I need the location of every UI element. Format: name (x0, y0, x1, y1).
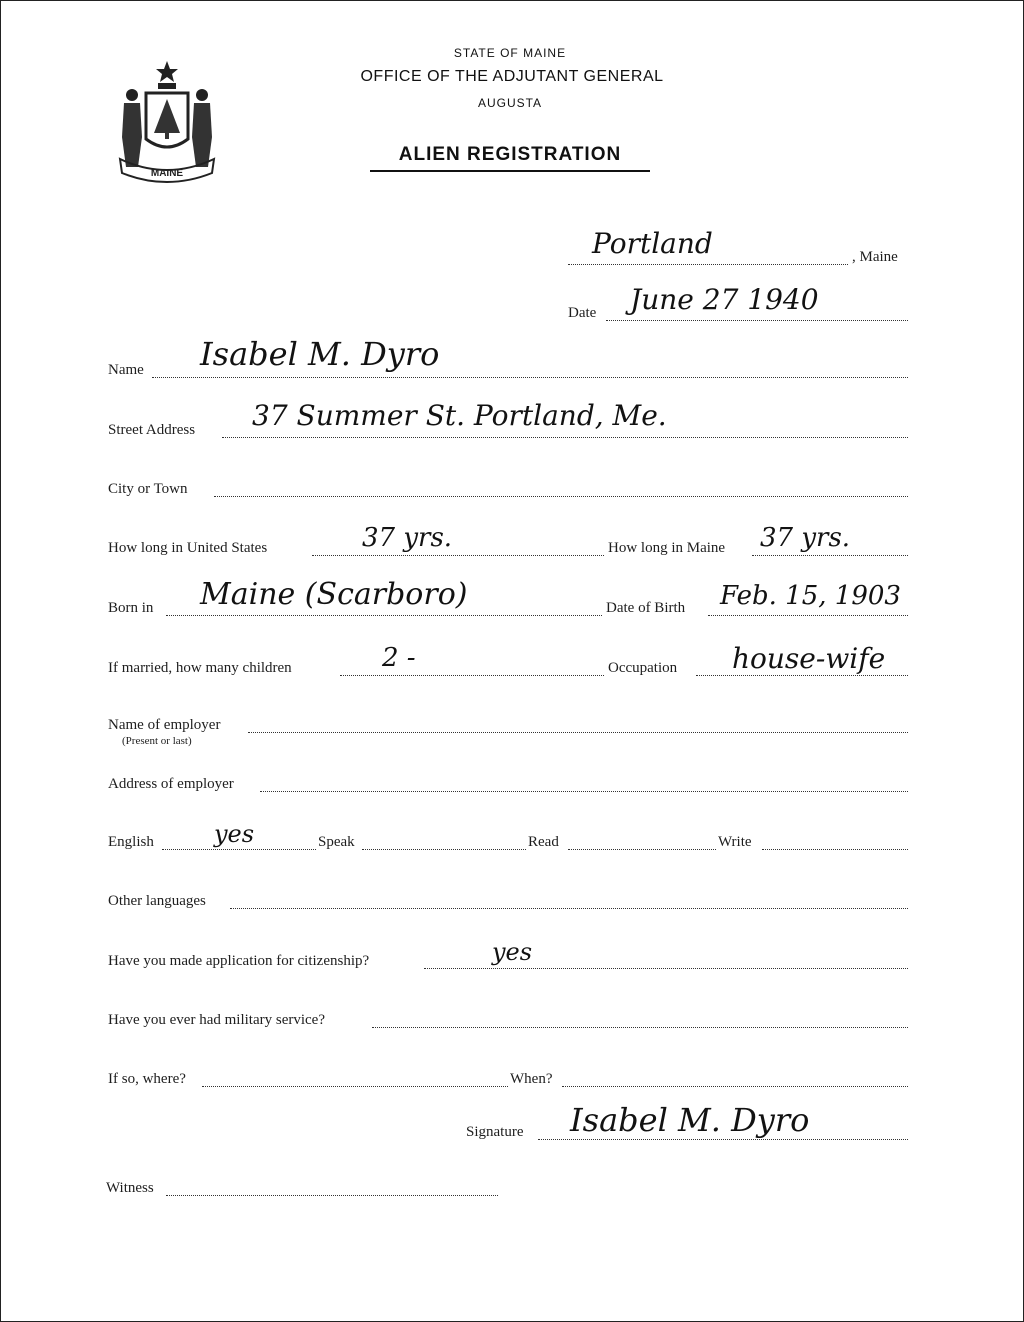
office-heading: OFFICE OF THE ADJUTANT GENERAL (360, 68, 664, 85)
employer-line (248, 732, 908, 733)
citizenship-value: yes (492, 938, 533, 966)
write-line (762, 849, 908, 850)
seal-label: MAINE (150, 168, 184, 179)
signature-label: Signature (466, 1124, 524, 1140)
born-label: Born in (108, 600, 154, 616)
children-line (340, 675, 604, 676)
born-line (166, 615, 602, 616)
maine-state-seal-icon (112, 55, 222, 190)
state-heading: STATE OF MAINE (453, 46, 567, 60)
title-underline (370, 170, 650, 172)
children-value: 2 - (382, 643, 416, 673)
place-value: Portland (592, 227, 713, 260)
years-us-label: How long in United States (108, 540, 268, 556)
citizenship-line (424, 968, 908, 969)
english-label: English (108, 834, 154, 850)
occupation-value: house-wife (732, 642, 886, 675)
years-maine-line (752, 555, 908, 556)
years-us-value: 37 yrs. (362, 523, 453, 553)
when-label: When? (510, 1071, 553, 1087)
read-label: Read (528, 834, 559, 850)
dob-label: Date of Birth (606, 600, 686, 616)
street-label: Street Address (108, 422, 196, 438)
when-line (562, 1086, 908, 1087)
dob-value: Feb. 15, 1903 (720, 581, 901, 611)
other-languages-label: Other languages (108, 893, 206, 909)
date-value: June 27 1940 (630, 283, 819, 316)
signature-value: Isabel M. Dyro (570, 1101, 810, 1139)
signature-line (538, 1139, 908, 1140)
write-label: Write (718, 834, 752, 850)
born-value: Maine (Scarboro) (200, 577, 468, 612)
where-line (202, 1086, 508, 1087)
military-line (372, 1027, 908, 1028)
other-languages-line (230, 908, 908, 909)
english-value: yes (214, 820, 255, 848)
where-label: If so, where? (108, 1071, 186, 1087)
read-line (568, 849, 716, 850)
form-title: ALIEN REGISTRATION (398, 144, 622, 165)
employer-sublabel: (Present or last) (122, 735, 192, 747)
employer-address-label: Address of employer (108, 776, 234, 792)
years-us-line (312, 555, 604, 556)
speak-line (362, 849, 526, 850)
place-line (568, 264, 848, 265)
occupation-label: Occupation (608, 660, 678, 676)
speak-label: Speak (318, 834, 355, 850)
name-label: Name (108, 362, 144, 378)
dob-line (708, 615, 908, 616)
years-maine-value: 37 yrs. (760, 523, 851, 553)
english-line (162, 849, 316, 850)
children-label: If married, how many children (108, 660, 292, 676)
name-value: Isabel M. Dyro (200, 335, 440, 373)
street-value: 37 Summer St. Portland, Me. (252, 399, 667, 432)
city-heading: AUGUSTA (477, 96, 543, 110)
employer-address-line (260, 791, 908, 792)
military-label: Have you ever had military service? (108, 1012, 325, 1028)
maine-label: , Maine (852, 249, 898, 265)
city-line (214, 496, 908, 497)
witness-label: Witness (106, 1180, 154, 1196)
date-label: Date (568, 305, 597, 321)
years-maine-label: How long in Maine (608, 540, 726, 556)
witness-line (166, 1195, 498, 1196)
city-label: City or Town (108, 481, 188, 497)
date-line (606, 320, 908, 321)
occupation-line (696, 675, 908, 676)
street-line (222, 437, 908, 438)
citizenship-label: Have you made application for citizenship? (108, 953, 370, 969)
employer-label: Name of employer (108, 717, 221, 733)
name-line (152, 377, 908, 378)
